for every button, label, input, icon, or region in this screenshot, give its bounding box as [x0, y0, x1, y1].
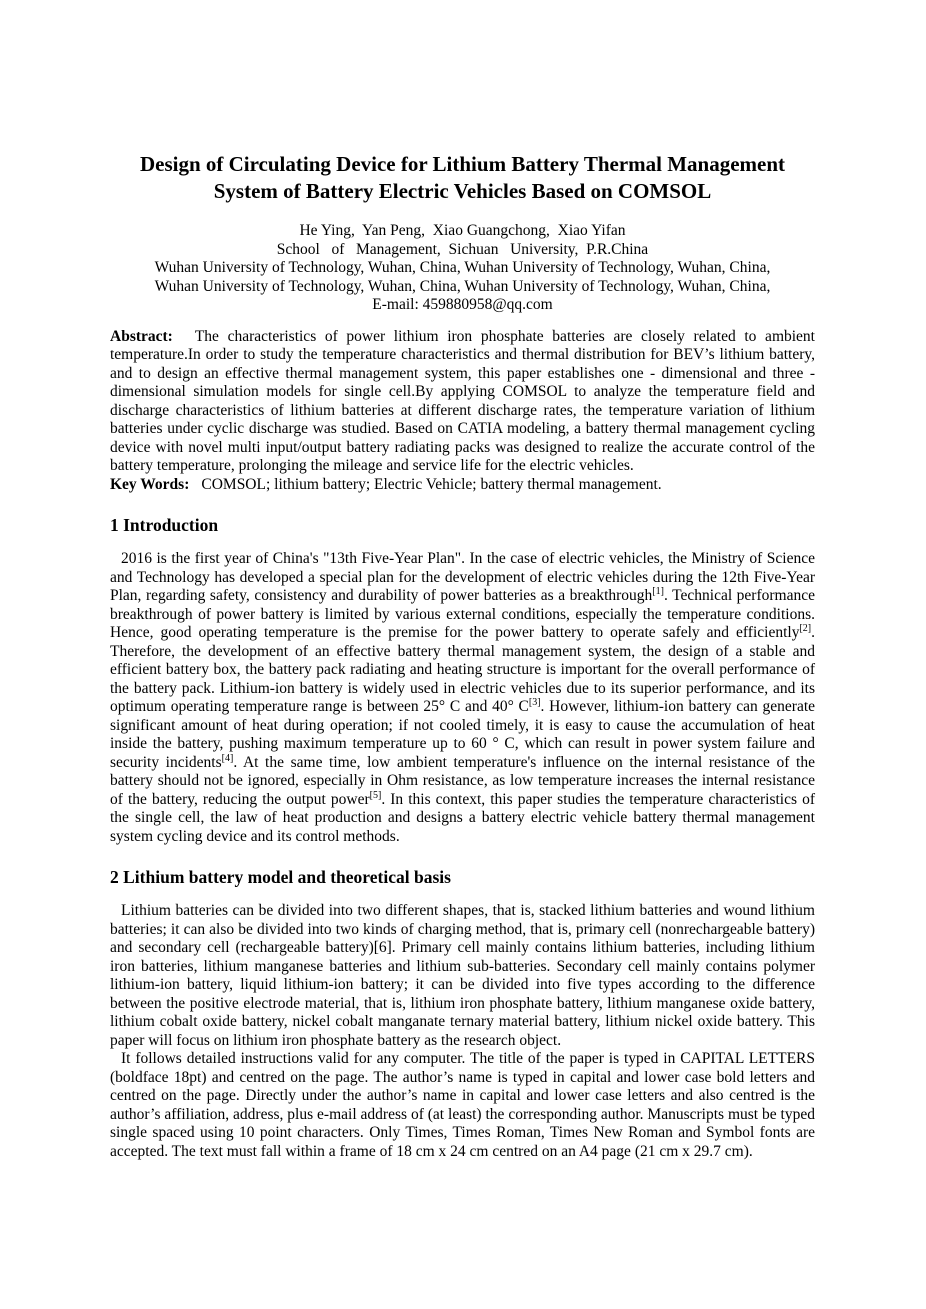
keywords-label: Key Words: — [110, 475, 190, 493]
email-line: E-mail: 459880958@qq.com — [372, 296, 553, 313]
intro-text-segment: . At the same time, low ambient temperature's influence on the internal resistance of the battery should not be ignored, especially in Ohm resistance, as low temperature increases the internal resistance of the battery, reducing the output power — [110, 753, 815, 808]
affiliation-line-1: School of Management, Sichuan University, P.R.China — [276, 240, 649, 258]
affiliation-line-3: Wuhan University of Technology, Wuhan, China, Wuhan University of Technology, Wuhan, China, — [154, 277, 771, 295]
keywords-text: COMSOL; lithium battery; Electric Vehicle; battery thermal management. — [201, 475, 662, 493]
paper-title-line1: Design of Circulating Device for Lithium Battery Thermal Management — [139, 152, 786, 176]
abstract-paragraph — [110, 328, 815, 476]
paper-title — [110, 151, 815, 205]
abstract-label: Abstract: — [110, 327, 173, 345]
authors-line: He Ying, Yan Peng, Xiao Guangchong, Xiao Yifan — [299, 222, 626, 239]
keywords-line — [110, 476, 815, 495]
intro-text-segment: 2016 is the first year of China's "13th Five-Year Plan". In the case of electric vehicles, the Ministry of Science and Technology has developed a special plan for the development of electric vehicles during the 12th Five-Year Plan, regarding safety, consistency and durability of power batteries as a breakthrough — [110, 550, 815, 604]
paper-title-line2: System of Battery Electric Vehicles Based on COMSOL — [213, 179, 712, 203]
section-2-paragraph-1: Lithium batteries can be divided into two different shapes, that is, stacked lithium batteries and wound lithium batteries; it can also be divided into two kinds of charging method, that is, primary cell (nonrechargeable battery) and secondary cell (rechargeable battery)[6]. Primary cell mainly contains lithium batteries, including lithium iron batteries, lithium manganese batteries and lithium sub-batteries. Secondary cell mainly contains polymer lithium-ion battery, liquid lithium-ion battery; it can be divided into five types according to the difference between the positive electrode material, that is, lithium iron phosphate battery, lithium manganese oxide battery, lithium cobalt oxide battery, nickel cobalt manganate ternary material battery, lithium nickel oxide battery. This paper will focus on lithium iron phosphate battery as the research object. — [110, 902, 815, 1049]
intro-text-segment: . Technical performance breakthrough of power battery is limited by various external conditions, especially the temperature conditions. Hence, good operating temperature is the premise for the power battery to operate safely and efficiently — [110, 587, 815, 641]
intro-text-segment: . Therefore, the development of an effective battery thermal management system, the design of a stable and efficient battery box, the battery pack radiating and heating structure is important for the overall performance of the battery pack. Lithium-ion battery is widely used in electric vehicles due to its superior performance, and its optimum operating temperature range is between 25° C and 40° C — [110, 624, 815, 715]
section-1-heading: 1 Introduction — [110, 515, 219, 535]
citation-ref-1: [1] — [652, 585, 664, 597]
intro-text-segment: . However, lithium-ion battery can generate significant amount of heat during operation; if not cooled timely, it is easy to cause the accumulation of heat inside the battery, pushing maximum temperature up to 60 ° C, which can result in power system failure and security incidents — [110, 698, 816, 771]
section-1-paragraph — [110, 550, 815, 846]
citation-ref-2: [2] — [799, 622, 812, 634]
citation-ref-4: [4] — [221, 752, 234, 764]
citation-ref-3: [3] — [528, 696, 541, 708]
section-2-paragraph-2: It follows detailed instructions valid for any computer. The title of the paper is typed in CAPITAL LETTERS (boldface 18pt) and centred on the page. The author’s name is typed in capital and lower case bold letters and centred on the page. Directly under the author’s name in capital and lower case letters and also centred is the author’s affiliation, address, plus e-mail address of (at least) the corresponding author. Manuscripts must be typed single spaced using 10 point characters. Only Times, Times Roman, Times New Roman and Symbol fonts are accepted. The text must fall within a frame of 18 cm x 24 cm centred on an A4 page (21 cm x 29.7 cm). — [110, 1050, 815, 1160]
intro-text-segment: . In this context, this paper studies the temperature characteristics of the single cell, the law of heat production and designs a battery electric vehicle battery thermal management system cycling device and its control methods. — [110, 790, 815, 845]
abstract-text: The characteristics of power lithium iron phosphate batteries are closely related to ambient temperature.In order to study the temperature characteristics and thermal distribution for BEV’s lithium battery, and to design an effective thermal management system, this paper establishes one - dimensional and three - dimensional simulation models for single cell.By applying COMSOL to analyze the temperature field and discharge characteristics of lithium batteries at different discharge rates, the temperature variation of lithium batteries under cyclic discharge was studied. Based on CATIA modeling, a battery thermal management cycling device with novel multi input/output battery radiating packs was designed to realize the accurate control of the battery temperature, prolonging the mileage and service life for the electric vehicles. — [110, 327, 815, 474]
citation-ref-5: [5] — [369, 789, 382, 801]
section-2-heading: 2 Lithium battery model and theoretical basis — [110, 867, 451, 887]
affiliation-line-2: Wuhan University of Technology, Wuhan, China, Wuhan University of Technology, Wuhan, China, — [154, 259, 771, 276]
